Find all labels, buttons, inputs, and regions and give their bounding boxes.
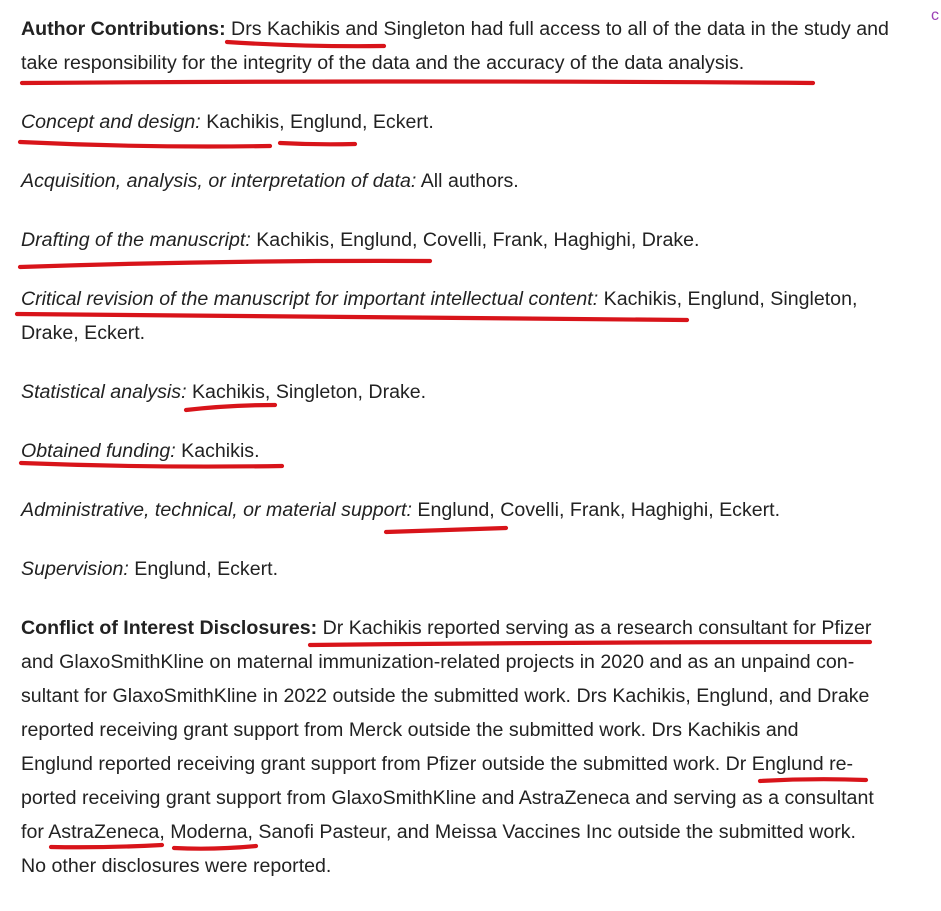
role-names: Kachikis, Englund, Covelli, Frank, Haghighi, Drake. <box>250 229 700 251</box>
role-label: Statistical analysis: <box>21 381 187 403</box>
role-label: Concept and design: <box>21 111 201 133</box>
article-text <box>21 12 911 883</box>
conflict-line: ported receiving grant support from GlaxoSmithKline and AstraZeneca and serving as a consultant <box>21 787 874 809</box>
author-contributions-paragraph <box>21 12 911 80</box>
role-names: Kachikis, Englund, Eckert. <box>200 111 434 133</box>
conflict-disclosures-paragraph <box>21 611 911 883</box>
conflict-line: for AstraZeneca, Moderna, Sanofi Pasteur, and Meissa Vaccines Inc outside the submitted work. <box>21 821 856 843</box>
role-administrative-support <box>21 493 911 527</box>
role-drafting <box>21 223 911 257</box>
role-obtained-funding <box>21 434 911 468</box>
role-supervision <box>21 552 911 586</box>
conflict-line: Dr Kachikis reported serving as a research consultant for Pfizer <box>317 617 872 639</box>
role-concept-design <box>21 105 911 139</box>
role-label: Critical revision of the manuscript for important intellectual content: <box>21 288 599 310</box>
role-label: Drafting of the manuscript: <box>21 229 251 251</box>
role-names: Englund, Covelli, Frank, Haghighi, Eckert. <box>411 499 781 521</box>
conflict-disclosures-heading: Conflict of Interest Disclosures: <box>21 617 318 639</box>
role-label: Administrative, technical, or material support: <box>21 499 412 521</box>
role-names: All authors. <box>416 170 519 192</box>
conflict-line: No other disclosures were reported. <box>21 855 332 877</box>
role-label: Obtained funding: <box>21 440 176 462</box>
page-edge-mark: c <box>931 7 939 24</box>
conflict-line: sultant for GlaxoSmithKline in 2022 outside the submitted work. Drs Kachikis, Englund, and Drake <box>21 685 870 707</box>
conflict-line: Englund reported receiving grant support from Pfizer outside the submitted work. Dr Englund re- <box>21 753 854 775</box>
role-names: Kachikis, Singleton, Drake. <box>186 381 427 403</box>
role-statistical-analysis <box>21 375 911 409</box>
role-critical-revision <box>21 282 911 350</box>
author-contributions-text: Drs Kachikis and Singleton had full access to all of the data in the study and take responsibility for the integrity of the data and the accuracy of the data analysis. <box>21 18 889 74</box>
role-acquisition-analysis <box>21 164 911 198</box>
role-label: Supervision: <box>21 558 129 580</box>
author-contributions-heading: Author Contributions: <box>21 18 226 40</box>
role-names: Kachikis, Englund, Singleton, Drake, Eckert. <box>21 288 858 344</box>
conflict-line: and GlaxoSmithKline on maternal immunization-related projects in 2020 and as an unpaind con- <box>21 651 855 673</box>
role-label: Acquisition, analysis, or interpretation of data: <box>21 170 417 192</box>
conflict-line: reported receiving grant support from Merck outside the submitted work. Drs Kachikis and <box>21 719 799 741</box>
role-names: Englund, Eckert. <box>128 558 279 580</box>
role-names: Kachikis. <box>175 440 260 462</box>
